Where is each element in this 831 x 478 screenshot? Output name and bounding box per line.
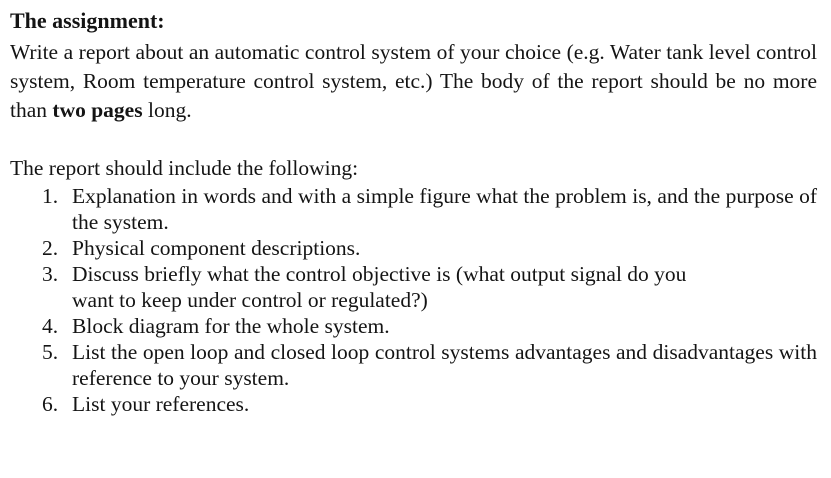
intro-text-before-bold: Write a report about an automatic control system of your choice (e.g. Water tank level control system, Room temperature control system, etc.) The body of the report should be no more than <box>10 40 817 122</box>
list-item-number: 5. <box>42 340 59 364</box>
list-item <box>10 235 817 261</box>
list-item <box>10 313 817 339</box>
intro-text-bold: two pages <box>52 98 143 122</box>
paragraph-spacer <box>10 125 817 154</box>
list-item-number: 2. <box>42 236 59 260</box>
list-item-number: 6. <box>42 392 59 416</box>
list-item-number: 4. <box>42 314 59 338</box>
list-item-text: Physical component descriptions. <box>72 236 361 260</box>
list-item-text: List the open loop and closed loop control systems advantages and disadvantages with reference to your system. <box>72 340 817 390</box>
requirements-list <box>10 183 817 417</box>
assignment-heading: The assignment: <box>10 8 165 33</box>
list-item <box>10 183 817 235</box>
list-intro: The report should include the following: <box>10 156 359 180</box>
list-item <box>10 261 817 313</box>
assignment-intro-paragraph <box>10 38 817 125</box>
list-item-text: List your references. <box>72 392 250 416</box>
list-item-text: Block diagram for the whole system. <box>72 314 390 338</box>
list-item <box>10 391 817 417</box>
list-item-text: Discuss briefly what the control objective is (what output signal do you want to keep under control or regulated?) <box>72 262 687 312</box>
list-item <box>10 339 817 391</box>
intro-text-after-bold: long. <box>142 98 192 122</box>
list-item-number: 1. <box>42 184 59 208</box>
list-item-text: Explanation in words and with a simple figure what the problem is, and the purpose of the system. <box>72 184 817 234</box>
list-item-number: 3. <box>42 262 59 286</box>
